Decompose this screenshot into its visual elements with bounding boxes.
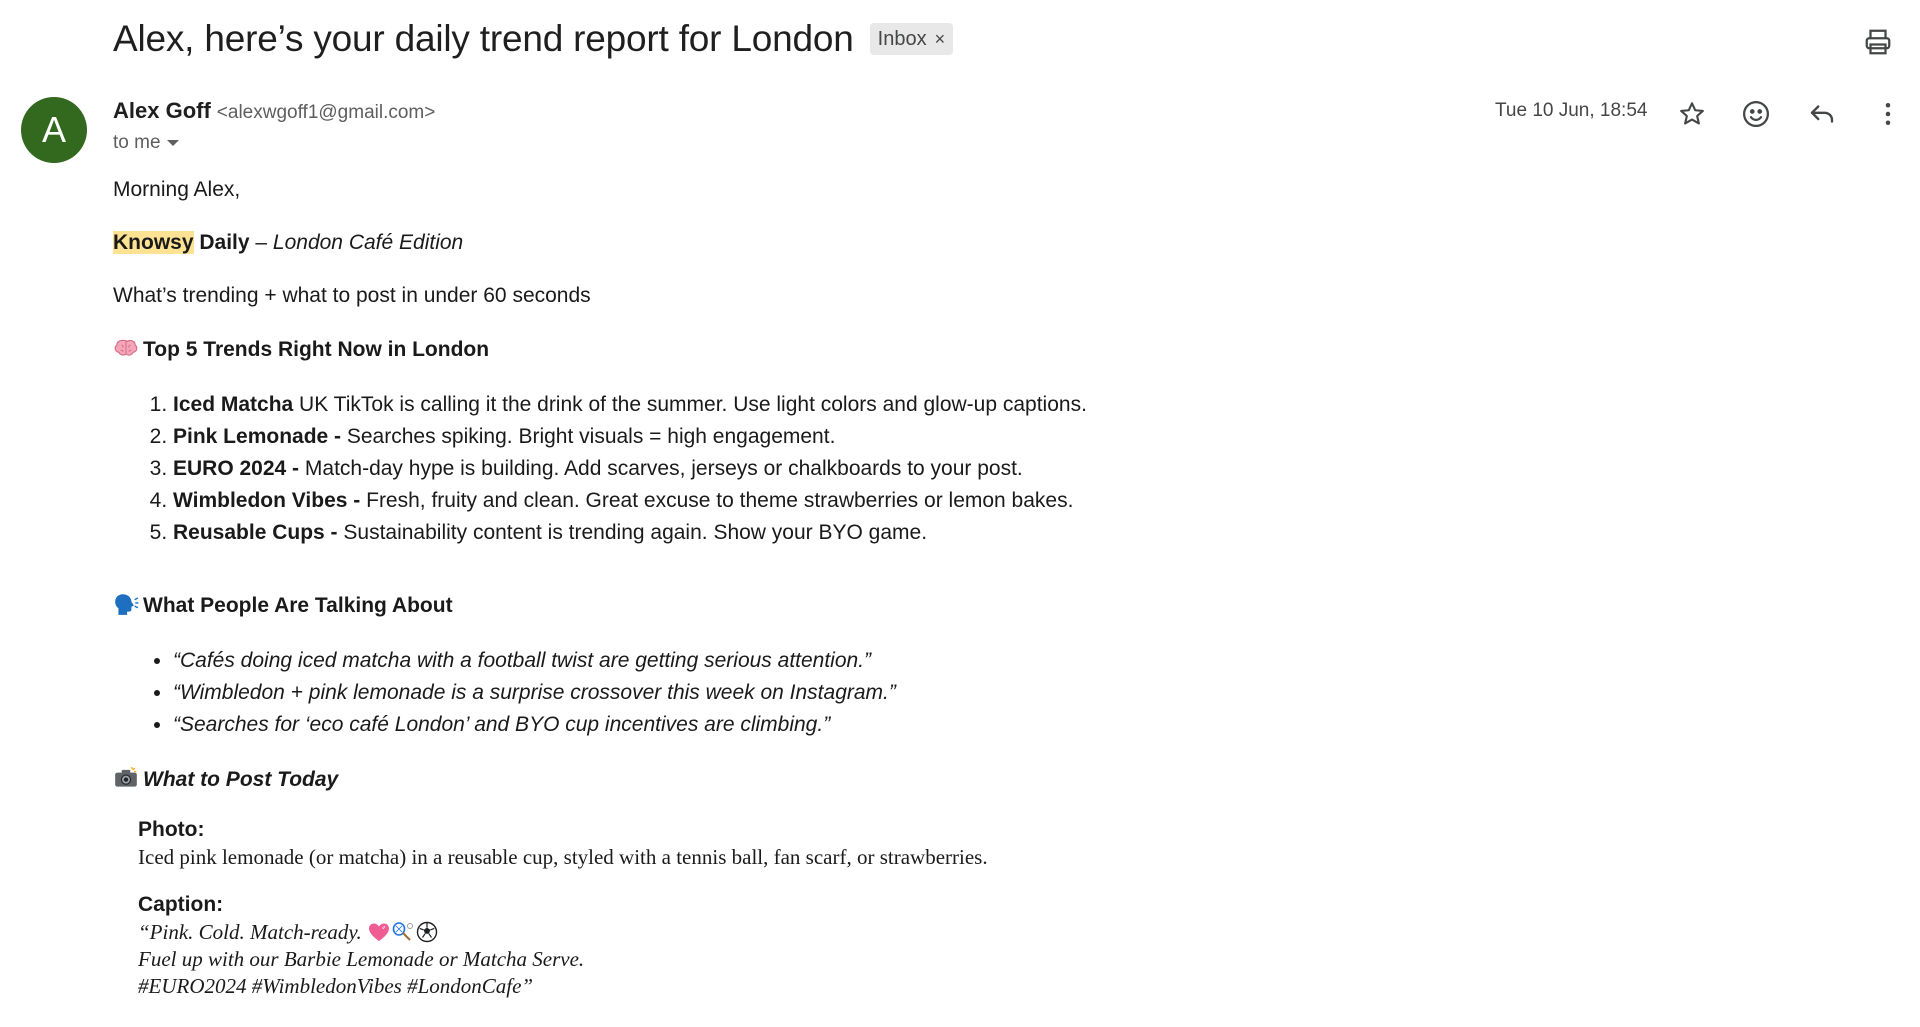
trend-title: EURO 2024 -: [173, 457, 300, 480]
post-heading-text: What to Post Today: [143, 768, 339, 791]
photo-label: Photo:: [138, 818, 205, 841]
soccer-ball-emoji-icon: [415, 921, 439, 943]
star-button[interactable]: [1672, 94, 1712, 134]
speaking-head-emoji-icon: [113, 591, 139, 617]
list-item: [173, 453, 1087, 485]
post-heading: [113, 765, 338, 794]
list-item: • “Wimbledon + pink lemonade is a surprise crossover this week on Instagram.”: [173, 677, 896, 709]
brand-line: [113, 229, 463, 257]
subject-row: [113, 18, 953, 60]
edition-name: London Café Edition: [272, 231, 464, 254]
trend-title: Reusable Cups -: [173, 521, 338, 544]
email-date: Tue 10 Jun, 18:54: [1495, 100, 1648, 121]
recipient-row: [113, 132, 179, 154]
list-item: [173, 485, 1087, 517]
brand-rest: Daily: [193, 231, 250, 254]
caption-line-2: Fuel up with our Barbie Lemonade or Matcha Serve.: [138, 947, 585, 971]
reply-button[interactable]: [1802, 94, 1842, 134]
brand-highlight: Knowsy: [113, 231, 194, 254]
list-item: [173, 517, 1087, 549]
list-item: [173, 421, 1087, 453]
list-item: [173, 389, 1087, 421]
talk-heading-text: What People Are Talking About: [143, 594, 453, 617]
post-caption-block: [138, 891, 584, 1000]
email-subject: Alex, here’s your daily trend report for London: [113, 18, 854, 59]
recipient-text: to me: [113, 132, 161, 153]
quotes-list: [173, 645, 896, 741]
more-vert-icon: [1873, 99, 1903, 129]
trends-heading: [113, 335, 489, 364]
greeting: Morning Alex,: [113, 178, 241, 201]
avatar-letter: A: [41, 109, 66, 150]
recipient-details-caret-icon[interactable]: [167, 140, 179, 146]
edition-dash: –: [249, 231, 273, 254]
list-item: • “Cafés doing iced matcha with a football twist are getting serious attention.”: [173, 645, 896, 677]
print-icon: [1863, 27, 1893, 57]
tagline: What’s trending + what to post in under 60 seconds: [113, 284, 591, 307]
label-chip-text: Inbox: [877, 27, 927, 50]
trend-text: Searches spiking. Bright visuals = high engagement.: [341, 425, 836, 448]
trend-text: Match-day hype is building. Add scarves, jerseys or chalkboards to your post.: [299, 457, 1023, 480]
sender-row: [113, 98, 435, 124]
avatar[interactable]: [21, 97, 87, 163]
reply-icon: [1807, 99, 1837, 129]
list-item: • “Searches for ‘eco café London’ and BYO cup incentives are climbing.”: [173, 709, 896, 741]
trend-title: Pink Lemonade -: [173, 425, 342, 448]
post-photo-block: [138, 816, 988, 871]
caption-line-1: [138, 919, 584, 946]
star-icon: [1678, 100, 1706, 128]
caption-line-1-text: “Pink. Cold. Match-ready.: [138, 920, 362, 944]
remove-label-icon[interactable]: ×: [934, 28, 946, 49]
caption-label: Caption:: [138, 893, 224, 916]
talk-heading: [113, 591, 453, 620]
print-button[interactable]: [1858, 22, 1898, 62]
trend-title: Wimbledon Vibes -: [173, 489, 361, 512]
photo-text: Iced pink lemonade (or matcha) in a reusable cup, styled with a tennis ball, fan scarf, or strawberries.: [138, 845, 988, 869]
heart-emoji-icon: [367, 921, 391, 943]
inbox-label-chip[interactable]: [870, 23, 953, 55]
trend-text: UK TikTok is calling it the drink of the summer. Use light colors and glow-up captions.: [293, 393, 1087, 416]
badminton-emoji-icon: [391, 921, 415, 943]
trends-list: [173, 389, 1087, 549]
trend-text: Sustainability content is trending again. Show your BYO game.: [337, 521, 928, 544]
sender-name[interactable]: Alex Goff: [113, 98, 211, 123]
caption-line-3: #EURO2024 #WimbledonVibes #LondonCafe”: [138, 974, 534, 998]
trends-heading-text: Top 5 Trends Right Now in London: [143, 338, 490, 361]
add-reaction-button[interactable]: [1736, 94, 1776, 134]
brain-emoji-icon: [113, 335, 139, 361]
camera-emoji-icon: [113, 765, 139, 791]
sender-email: <alexwgoff1@gmail.com>: [216, 102, 436, 123]
trend-title: Iced Matcha: [173, 393, 294, 416]
more-options-button[interactable]: [1868, 94, 1908, 134]
emoji-icon: [1741, 99, 1771, 129]
trend-text: Fresh, fruity and clean. Great excuse to theme strawberries or lemon bakes.: [360, 489, 1074, 512]
